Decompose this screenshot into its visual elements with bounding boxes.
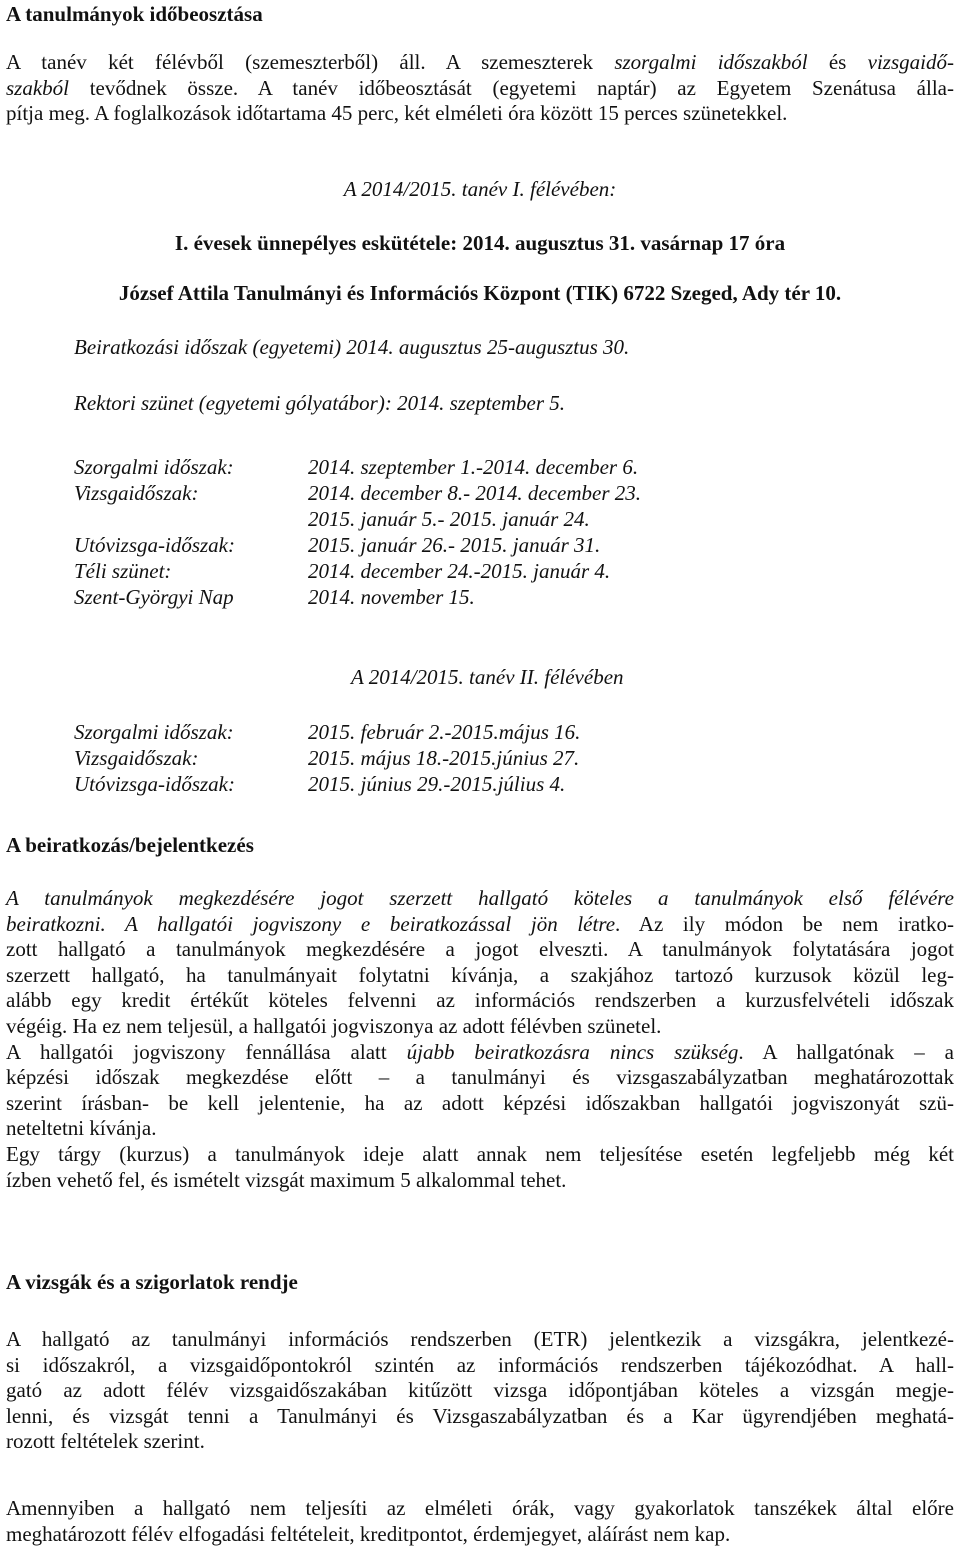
enroll-line-1: A tanulmányok megkezdésére jogot szerzett hallgató köteles a tanulmányok első félévére: [6, 886, 954, 910]
sem1-row-retake-period: Utóvizsga-időszak: 2015. január 26.- 2015. január 31.: [74, 533, 601, 557]
oath-venue-line: József Attila Tanulmányi és Információs Központ (TIK) 6722 Szeged, Ady tér 10.: [118, 281, 842, 305]
sem2-row-study-period: Szorgalmi időszak: 2015. február 2.-2015.május 16.: [74, 720, 581, 744]
semester-2-title: A 2014/2015. tanév II. félévében: [351, 665, 624, 689]
enroll-line-3: zott hallgató a tanulmányok megkezdésére a jogot elveszti. A tanulmányok folytatására jogot: [6, 937, 954, 962]
exams-heading: A vizsgák és a szigorlatok rendje: [6, 1270, 298, 1294]
sem1-row-exam-period-2: 2015. január 5.- 2015. január 24.: [308, 507, 590, 531]
intro-line-1: A tanév két félévből (szemeszterből) áll. A szemeszterek szorgalmi időszakból és vizsgaidő-: [6, 50, 954, 74]
intro-line-3: pítja meg. A foglalkozások időtartama 45 perc, két elméleti óra között 15 perces szünetekkel.: [6, 101, 788, 126]
sem1-row-szent-gyorgyi-day: Szent-Györgyi Nap 2014. november 15.: [74, 585, 475, 609]
semester-1-title: A 2014/2015. tanév I. félévében:: [343, 177, 617, 201]
exam-line-3: gató az adott félév vizsgaidőszakában kitűzött vizsga időpontjában köteles a vizsgán megje-: [6, 1378, 954, 1403]
exam-line-5: rozott feltételek szerint.: [6, 1429, 205, 1454]
final-paragraph: [6, 1496, 954, 1547]
enroll-line-11: Egy tárgy (kurzus) a tanulmányok ideje alatt annak nem teljesítése esetén legfeljebb még két: [6, 1141, 954, 1166]
rector-break: Rektori szünet (egyetemi gólyatábor): 2014. szeptember 5.: [74, 391, 566, 415]
enroll-line-7: A hallgatói jogviszony fennállása alatt újabb beiratkozásra nincs szükség. A hallgatónak – a: [6, 1039, 954, 1064]
exams-paragraph: [6, 1327, 954, 1455]
exam-line-4: lenni, és vizsgát tenni a Tanulmányi és Vizsgaszabályzatban és a Kar ügyrendjében meghatá-: [6, 1403, 954, 1428]
enroll-line-5: alább egy kredit értékűt köteles felvenni az információs rendszerben a kurzusfelvételi időszak: [6, 988, 954, 1013]
enrollment-period: Beiratkozási időszak (egyetemi) 2014. augusztus 25-augusztus 30.: [74, 335, 630, 359]
intro-line-2: szakból tevődnek össze. A tanév időbeosztását (egyetemi naptár) az Egyetem Szenátusa álla-: [6, 75, 954, 100]
sem2-row-exam-period: Vizsgaidőszak: 2015. május 18.-2015.június 27.: [74, 746, 580, 770]
enroll-line-4: szerzett hallgató, ha tanulmányait folytatni kívánja, a szakjához tartozó kurzusok közül leg-: [6, 962, 954, 987]
enroll-line-2: beiratkozni. A hallgatói jogviszony e beiratkozással jön létre. Az ily módon be nem iratko-: [6, 911, 954, 936]
exam-line-1: A hallgató az tanulmányi információs rendszerben (ETR) jelentkezik a vizsgákra, jelentkezé-: [6, 1327, 954, 1351]
enroll-line-10: neteltetni kívánja.: [6, 1116, 157, 1141]
sem1-row-study-period: Szorgalmi időszak: 2014. szeptember 1.-2014. december 6.: [74, 455, 639, 479]
final-line-2: meghatározott félév elfogadási feltételeit, kreditpontot, érdemjegyet, aláírást nem kap.: [6, 1521, 731, 1546]
final-line-1: Amennyiben a hallgató nem teljesíti az elméleti órák, vagy gyakorlatok tanszékek által előre: [6, 1496, 954, 1520]
enrollment-heading: A beiratkozás/bejelentkezés: [6, 833, 254, 857]
enroll-line-12: ízben vehető fel, és ismételt vizsgát maximum 5 alkalommal tehet.: [6, 1167, 567, 1192]
schedule-heading: A tanulmányok időbeosztása: [6, 2, 263, 26]
exam-line-2: si időszakról, a vizsgaidőpontokról szintén az információs rendszerben tájékozódhat. A hall-: [6, 1352, 954, 1377]
sem1-row-winter-break: Téli szünet: 2014. december 24.-2015. január 4.: [74, 559, 611, 583]
sem2-row-retake-period: Utóvizsga-időszak: 2015. június 29.-2015.július 4.: [74, 772, 566, 796]
oath-ceremony-line: I. évesek ünnepélyes eskütétele: 2014. augusztus 31. vasárnap 17 óra: [174, 231, 786, 255]
enrollment-paragraph: [6, 886, 954, 1193]
enroll-line-6: végéig. Ha ez nem teljesül, a hallgatói jogviszonya az adott félévben szünetel.: [6, 1013, 662, 1038]
enroll-line-9: szerint írásban- be kell jelentenie, ha az adott képzési időszakban hallgatói jogviszonyát szü-: [6, 1090, 954, 1115]
enroll-line-8: képzési időszak megkezdése előtt – a tanulmányi és vizsgaszabályzatban meghatározottak: [6, 1065, 954, 1090]
intro-paragraph: [6, 50, 954, 127]
sem1-row-exam-period: Vizsgaidőszak: 2014. december 8.- 2014. december 23.: [74, 481, 641, 505]
